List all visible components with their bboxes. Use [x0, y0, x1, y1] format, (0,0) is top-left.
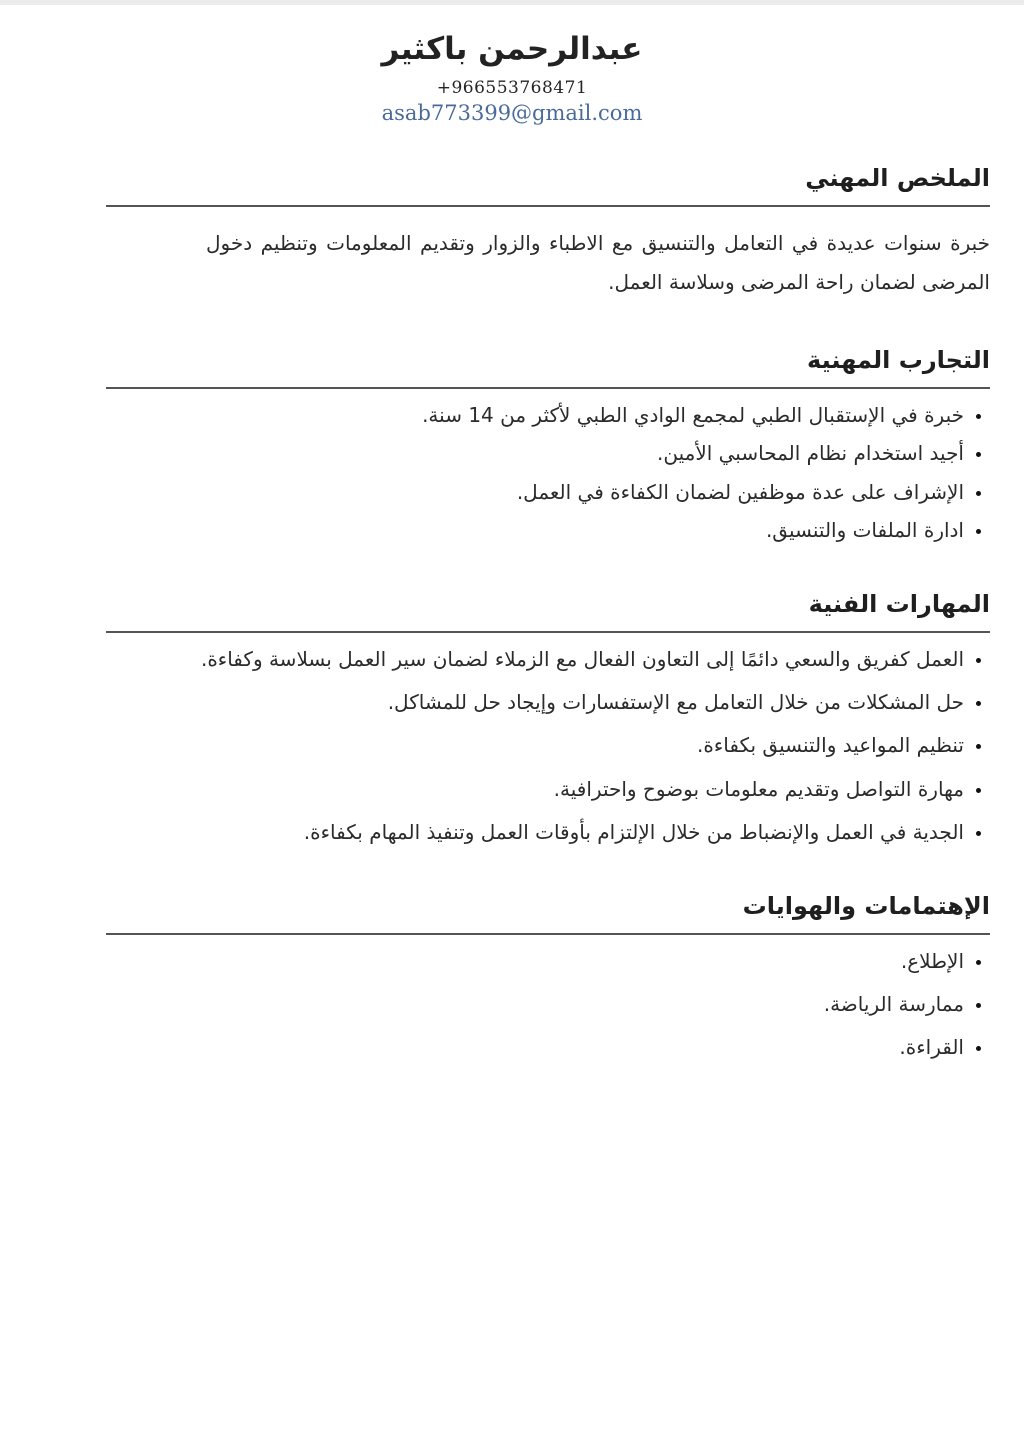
resume-body: [106, 163, 990, 1061]
section-summary: [106, 163, 990, 301]
experience-list: [106, 401, 990, 545]
email-link[interactable]: asab773399@gmail.com: [381, 101, 643, 126]
phone-number: +966553768471: [436, 78, 588, 99]
experience-item: • الإشراف على عدة موظفين لضمان الكفاءة في العمل.: [106, 478, 964, 506]
skill-item: • مهارة التواصل وتقديم معلومات بوضوح واحترافية.: [106, 775, 964, 803]
section-divider: [106, 205, 990, 207]
section-divider: [106, 631, 990, 633]
skills-list: [106, 645, 990, 847]
skill-item: • حل المشكلات من خلال التعامل مع الإستفسارات وإيجاد حل للمشاكل.: [106, 688, 964, 716]
hobby-item: • الإطلاع.: [106, 947, 964, 975]
skill-item: • الجدية في العمل والإنضباط من خلال الإلتزام بأوقات العمل وتنفيذ المهام بكفاءة.: [106, 818, 964, 846]
experience-item: • خبرة في الإستقبال الطبي لمجمع الوادي الطبي لأكثر من 14 سنة.: [106, 401, 964, 429]
section-skills: [106, 589, 990, 847]
interests-list: [106, 947, 990, 1062]
experience-section-title: التجارب المهنية: [807, 346, 990, 375]
section-divider: [106, 387, 990, 389]
resume-header: [0, 5, 1024, 125]
section-divider: [106, 933, 990, 935]
skill-item: • العمل كفريق والسعي دائمًا إلى التعاون الفعال مع الزملاء لضمان سير العمل بسلاسة وكفاءة.: [106, 645, 964, 673]
hobby-item: • ممارسة الرياضة.: [106, 990, 964, 1018]
candidate-name: عبدالرحمن باكثير: [381, 31, 643, 67]
summary-paragraph: خبرة سنوات عديدة في التعامل والتنسيق مع الاطباء والزوار وتقديم المعلومات وتنظيم دخول المرضى لضمان راحة المرضى وسلاسة العمل.: [206, 231, 990, 294]
experience-item: • أجيد استخدام نظام المحاسبي الأمين.: [106, 439, 964, 467]
section-interests: [106, 891, 990, 1062]
summary-section-title: الملخص المهني: [805, 164, 990, 193]
skill-item: • تنظيم المواعيد والتنسيق بكفاءة.: [106, 731, 964, 759]
interests-section-title: الإهتمامات والهوايات: [742, 891, 990, 920]
section-experience: [106, 345, 990, 545]
skills-section-title: المهارات الفنية: [808, 589, 990, 618]
experience-item: • ادارة الملفات والتنسيق.: [106, 516, 964, 544]
hobby-item: • القراءة.: [106, 1033, 964, 1061]
